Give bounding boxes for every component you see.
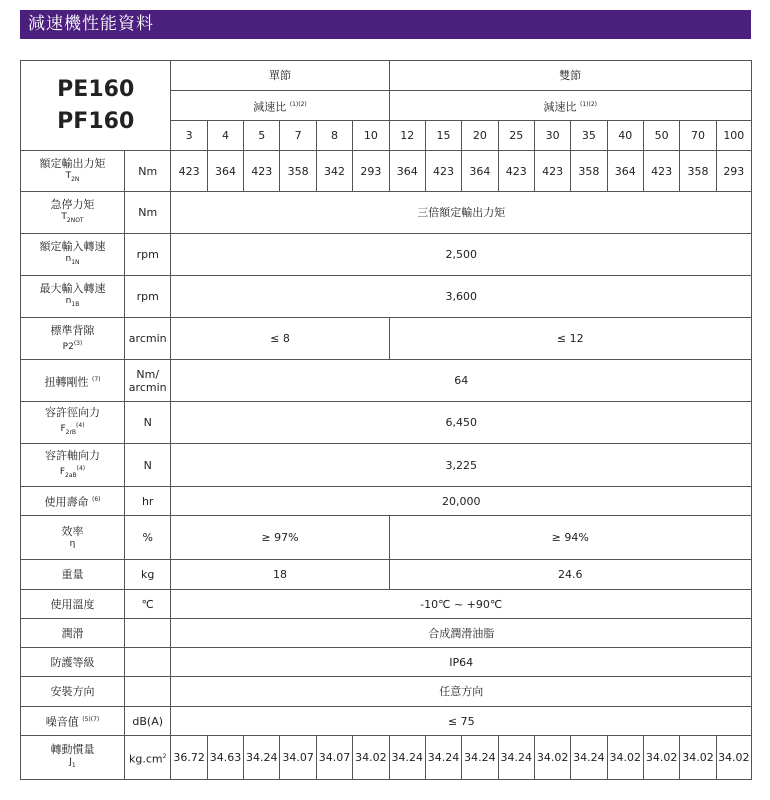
model-cell — [21, 61, 171, 151]
ratio-cell: 40 — [607, 121, 643, 151]
single-stage-value: ≥ 97% — [171, 516, 389, 560]
param-name: 扭轉剛性 $^{(7)}$ — [44, 375, 101, 389]
param-name: 容許徑向力 — [44, 406, 100, 420]
value-cell: 342 — [316, 151, 352, 192]
merged-value: ≤ 75 — [171, 707, 752, 736]
double-stage-header: 雙節 — [389, 61, 751, 91]
merged-value: 3,600 — [171, 276, 752, 318]
value-cell: 34.24 — [244, 736, 280, 780]
row-backlash — [21, 318, 752, 360]
unit-cell: N — [124, 402, 170, 444]
ratio-cell: 3 — [171, 121, 207, 151]
param-name-cell — [21, 402, 125, 444]
row-rated-input-speed — [21, 234, 752, 276]
merged-value: -10℃ ~ +90℃ — [171, 590, 752, 619]
param-name-cell — [21, 619, 125, 648]
param-name: 最大輸入轉速 — [39, 282, 106, 296]
merged-value: 6,450 — [171, 402, 752, 444]
param-name: 安裝方向 — [50, 685, 95, 698]
unit-cell: Nm — [124, 192, 170, 234]
spec-table — [20, 60, 752, 780]
unit-cell: arcmin — [124, 318, 170, 360]
param-name-cell — [21, 192, 125, 234]
single-stage-header: 單節 — [171, 61, 389, 91]
page-title: 減速機性能資料 — [28, 14, 154, 34]
param-name-cell — [21, 590, 125, 619]
merged-value: IP64 — [171, 648, 752, 677]
value-cell: 34.02 — [643, 736, 679, 780]
row-rated-torque — [21, 151, 752, 192]
value-cell: 423 — [244, 151, 280, 192]
row-emergency-torque — [21, 192, 752, 234]
unit-cell — [124, 619, 170, 648]
value-cell: 34.24 — [462, 736, 498, 780]
row-mounting — [21, 677, 752, 707]
merged-value: 64 — [171, 360, 752, 402]
unit-cell: Nm/ arcmin — [124, 360, 170, 402]
param-name-cell — [21, 234, 125, 276]
model-pe160: PE160 — [57, 76, 135, 102]
merged-value: 三倍額定輸出力矩 — [171, 192, 752, 234]
ratio-cell: 35 — [571, 121, 607, 151]
single-stage-value: ≤ 8 — [171, 318, 389, 360]
param-symbol: $T_{2NOT}$ — [61, 212, 84, 224]
param-symbol: $F_{2rB}^{(4)}$ — [60, 422, 85, 436]
ratio-cell: 4 — [207, 121, 243, 151]
param-name: 轉動慣量 — [50, 743, 95, 757]
double-stage-value: ≤ 12 — [389, 318, 751, 360]
unit-cell: % — [124, 516, 170, 560]
param-name-cell — [21, 276, 125, 318]
row-weight — [21, 560, 752, 590]
unit-cell: dB(A) — [124, 707, 170, 736]
param-name-cell — [21, 736, 125, 780]
unit-cell: kg — [124, 560, 170, 590]
param-name: 防護等級 — [50, 655, 95, 669]
param-symbol: P2$^{(3)}$ — [62, 339, 83, 352]
merged-value: 合成潤滑油脂 — [171, 619, 752, 648]
param-name-cell — [21, 648, 125, 677]
ratio-cell: 15 — [425, 121, 461, 151]
value-cell: 34.24 — [389, 736, 425, 780]
unit-cell — [124, 677, 170, 707]
value-cell: 34.24 — [425, 736, 461, 780]
param-symbol: $T_{2N}$ — [65, 170, 80, 183]
value-cell: 364 — [389, 151, 425, 192]
param-symbol: $F_{2aB}^{(4)}$ — [59, 464, 86, 479]
param-name: 噪音值 $^{(5)(7)}$ — [45, 715, 100, 729]
row-efficiency — [21, 516, 752, 560]
param-name: 標準背隙 — [50, 323, 95, 337]
ratio-cell: 30 — [534, 121, 570, 151]
row-axial-load — [21, 444, 752, 487]
value-cell: 423 — [171, 151, 207, 192]
row-noise — [21, 707, 752, 736]
ratio-cell: 20 — [462, 121, 498, 151]
ratio-cell: 12 — [389, 121, 425, 151]
ratio-cell: 25 — [498, 121, 534, 151]
unit-cell: N — [124, 444, 170, 487]
value-cell: 358 — [680, 151, 716, 192]
param-name-cell — [21, 707, 125, 736]
unit-cell: rpm — [124, 276, 170, 318]
ratio-cell: 10 — [353, 121, 389, 151]
value-cell: 364 — [462, 151, 498, 192]
row-lubrication — [21, 619, 752, 648]
param-symbol: $n_{1N}$ — [65, 254, 80, 266]
unit-cell: $kg.cm^2$ — [124, 736, 170, 780]
row-inertia — [21, 736, 752, 780]
param-name-cell — [21, 360, 125, 402]
value-cell: 34.02 — [607, 736, 643, 780]
value-cell: 364 — [207, 151, 243, 192]
value-cell: 34.07 — [280, 736, 316, 780]
param-name-cell — [21, 444, 125, 487]
ratio-cell: 100 — [716, 121, 751, 151]
merged-value: 20,000 — [171, 487, 752, 516]
unit-cell: rpm — [124, 234, 170, 276]
value-cell: 36.72 — [171, 736, 207, 780]
param-symbol: η — [69, 538, 76, 549]
ratio-cell: 7 — [280, 121, 316, 151]
row-service-life — [21, 487, 752, 516]
param-name: 使用溫度 — [50, 597, 95, 611]
value-cell: 358 — [280, 151, 316, 192]
value-cell: 423 — [534, 151, 570, 192]
model-pf160: PF160 — [57, 108, 135, 134]
merged-value: 2,500 — [171, 234, 752, 276]
param-name-cell — [21, 318, 125, 360]
ratio-label-double: 減速比 $^{(1)(2)}$ — [389, 91, 751, 121]
param-name: 容許軸向力 — [44, 448, 100, 462]
param-name-cell — [21, 487, 125, 516]
unit-cell: Nm — [124, 151, 170, 192]
param-name: 效率 — [61, 524, 84, 538]
param-name: 重量 — [61, 568, 84, 581]
header-bar — [20, 10, 751, 39]
ratio-label-single: 減速比 $^{(1)(2)}$ — [171, 91, 389, 121]
value-cell: 364 — [607, 151, 643, 192]
row-protection — [21, 648, 752, 677]
row-operating-temp — [21, 590, 752, 619]
value-cell: 358 — [571, 151, 607, 192]
row-max-input-speed — [21, 276, 752, 318]
ratio-cell: 5 — [244, 121, 280, 151]
value-cell: 423 — [498, 151, 534, 192]
value-cell: 34.02 — [534, 736, 570, 780]
value-cell: 293 — [353, 151, 389, 192]
param-name-cell — [21, 560, 125, 590]
value-cell: 423 — [425, 151, 461, 192]
value-cell: 34.24 — [498, 736, 534, 780]
param-name: 額定輸出力矩 — [39, 156, 106, 170]
value-cell: 293 — [716, 151, 751, 192]
row-radial-load — [21, 402, 752, 444]
double-stage-value: ≥ 94% — [389, 516, 751, 560]
ratio-cell: 70 — [680, 121, 716, 151]
double-stage-value: 24.6 — [389, 560, 751, 590]
merged-value: 3,225 — [171, 444, 752, 487]
param-name: 急停力矩 — [50, 198, 95, 212]
unit-cell — [124, 648, 170, 677]
unit-cell: ℃ — [124, 590, 170, 619]
row-torsional-rigidity — [21, 360, 752, 402]
value-cell: 34.02 — [680, 736, 716, 780]
value-cell: 34.02 — [716, 736, 751, 780]
param-name-cell — [21, 151, 125, 192]
value-cell: 34.24 — [571, 736, 607, 780]
single-stage-value: 18 — [171, 560, 389, 590]
value-cell: 423 — [643, 151, 679, 192]
param-symbol: $n_{1B}$ — [65, 296, 80, 308]
param-name-cell — [21, 516, 125, 560]
merged-value: 任意方向 — [171, 677, 752, 707]
param-name: 額定輸入轉速 — [39, 240, 106, 254]
ratio-cell: 50 — [643, 121, 679, 151]
param-symbol: $J_1$ — [69, 757, 76, 769]
param-name-cell — [21, 677, 125, 707]
ratio-cell: 8 — [316, 121, 352, 151]
value-cell: 34.63 — [207, 736, 243, 780]
param-name: 使用壽命 $^{(6)}$ — [44, 495, 101, 509]
value-cell: 34.07 — [316, 736, 352, 780]
value-cell: 34.02 — [353, 736, 389, 780]
param-name: 潤滑 — [61, 626, 84, 640]
unit-cell: hr — [124, 487, 170, 516]
